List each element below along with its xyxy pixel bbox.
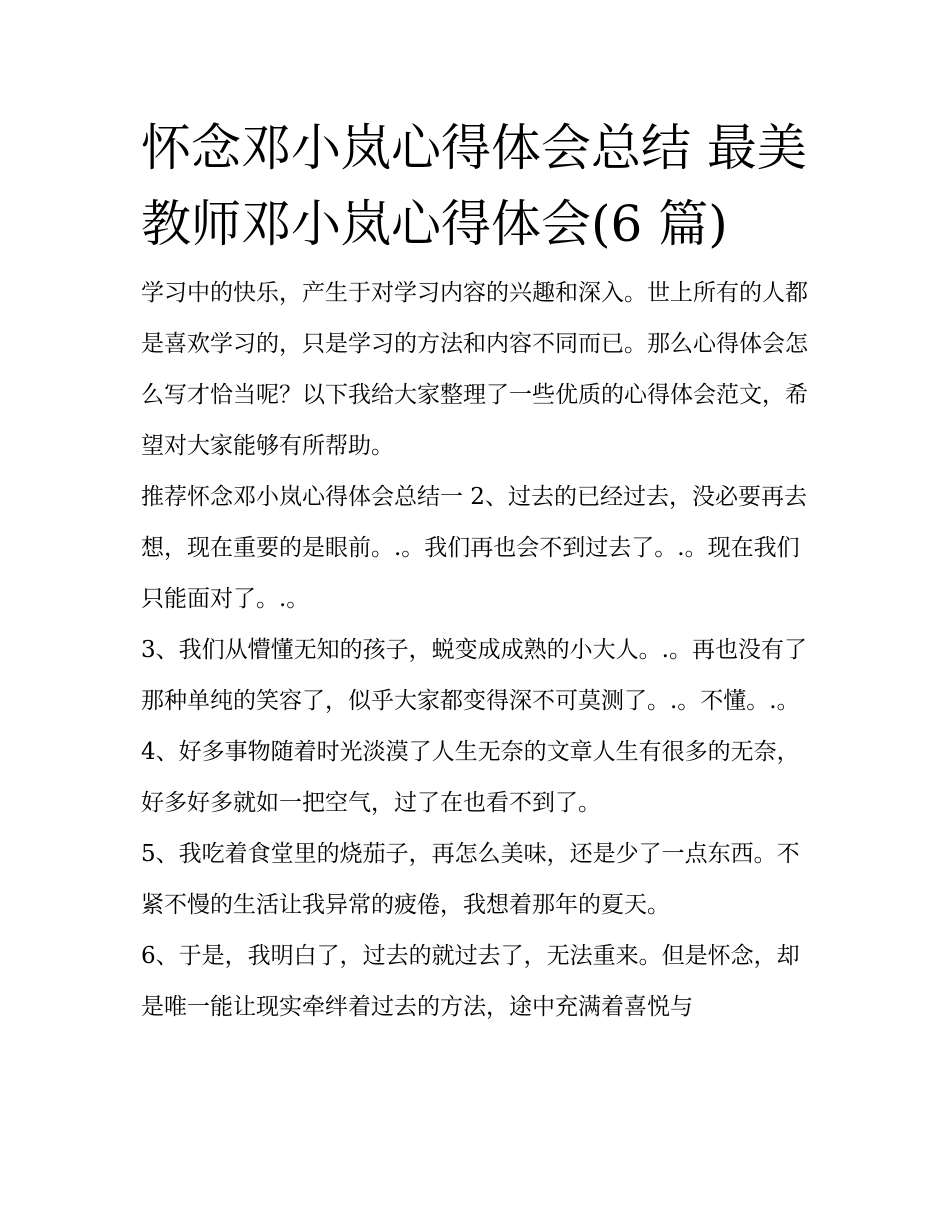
- title-line-2: 教师邓小岚心得体会(6 篇): [141, 195, 728, 253]
- document-title: [141, 110, 821, 262]
- paragraph-item-6: 6、于是，我明白了，过去的就过去了，无法重来。但是怀念，却是唯一能让现实牵绊着过去的方法，途中充满着喜悦与: [141, 943, 800, 1020]
- title-line-1: 怀念邓小岚心得体会总结 最美: [141, 119, 807, 177]
- paragraph-item-4: 4、好多事物随着时光淡漠了人生无奈的文章人生有很多的无奈，好多好多就如一把空气，过了在也看不到了。: [141, 739, 800, 816]
- paragraph-item-3: 3、我们从懵懂无知的孩子，蜕变成成熟的小大人。.。再也没有了那种单纯的笑容了，似乎大家都变得深不可莫测了。.。不懂。.。: [141, 637, 807, 714]
- document-content: [141, 110, 821, 1033]
- paragraph-item-5: 5、我吃着食堂里的烧茄子，再怎么美味，还是少了一点东西。不紧不慢的生活让我异常的疲倦，我想着那年的夏天。: [141, 841, 800, 918]
- paragraph-intro: 学习中的快乐，产生于对学习内容的兴趣和深入。世上所有的人都是喜欢学习的，只是学习的方法和内容不同而已。那么心得体会怎么写才恰当呢？以下我给大家整理了一些优质的心得体会范文，希望对大家能够有所帮助。: [141, 280, 808, 459]
- paragraph-item-2: 推荐怀念邓小岚心得体会总结一 2、过去的已经过去，没必要再去想，现在重要的是眼前。.。我们再也会不到过去了。.。现在我们只能面对了。.。: [141, 484, 807, 612]
